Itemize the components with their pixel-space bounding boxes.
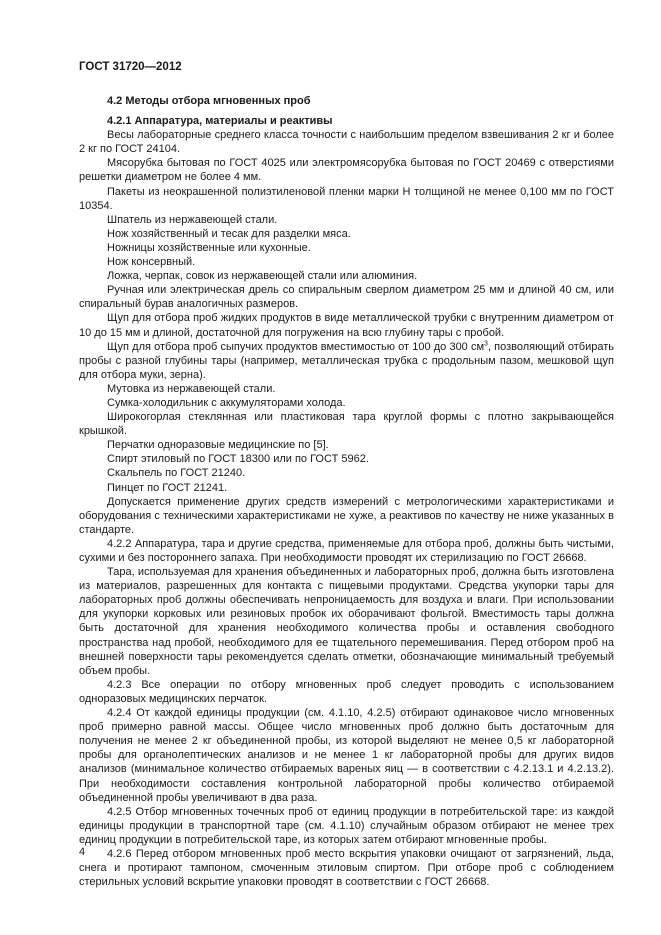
paragraph: Сумка-холодильник с аккумуляторами холода.	[107, 396, 346, 409]
probe-text-start: Щуп для отбора проб сыпучих продуктов вместимостью от 100 до 300 см	[107, 340, 485, 353]
paragraph: Пинцет по ГОСТ 21241.	[107, 481, 228, 494]
paragraph: Нож консервный.	[107, 256, 196, 269]
paragraph: Спирт этиловый по ГОСТ 18300 или по ГОСТ 5962.	[107, 453, 369, 466]
superscript: 3	[484, 339, 488, 347]
paragraph: Ножницы хозяйственные или кухонные.	[107, 241, 311, 254]
paragraph: Шпатель из нержавеющей стали.	[107, 213, 278, 226]
paragraph: Широкогорлая стеклянная или пластиковая тара круглой формы с плотно закрывающейся крышкой.	[79, 411, 614, 438]
document-body	[79, 94, 614, 889]
clause-4-2-2: 4.2.2 Аппаратура, тара и другие средства, применяемые для отбора проб, должны быть чистыми, сухими и без постороннего запаха. При необходимости проводят их стерилизацию по ГОСТ 26668.	[79, 537, 614, 564]
clause-4-2-4: 4.2.4 От каждой единицы продукции (см. 4.1.10, 4.2.5) отбирают одинаковое число мгновенных проб примерно равной массы. Общее число мгновенных проб должно быть достаточным для получения не менее 2 кг объединенной пробы, из которой выделяют не менее 0,5 кг лабораторной пробы для органолептических анализов и не менее 1 кг лабораторной пробы для других видов анализов (минимальное количество отбираемых вареных яиц — в соответствии с 4.2.13.1 и 4.2.13.2). При необходимости составления контрольной лабораторной пробы количество отбираемой объединенной пробы увеличивают в два раза.	[79, 707, 614, 804]
paragraph: Мясорубка бытовая по ГОСТ 4025 или электромясорубка бытовая по ГОСТ 20469 с отверстиями решетки диаметром не более 4 мм.	[79, 157, 614, 184]
paragraph: Допускается применение других средств измерений с метрологическими характеристиками и оборудования с техническими характеристиками не хуже, а реактивов по качеству не ниже указанных в стандарте.	[79, 495, 614, 536]
paragraph: Щуп для отбора проб жидких продуктов в виде металлической трубки с внутренним диаметром от 10 до 15 мм и длиной, достаточной для погружения на всю глубину тары с пробой.	[79, 312, 614, 339]
paragraph: Весы лабораторные среднего класса точности с наибольшим пределом взвешивания 2 кг и более 2 кг по ГОСТ 24104.	[79, 129, 614, 156]
paragraph: Пакеты из неокрашенной полиэтиленовой пленки марки Н толщиной не менее 0,100 мм по ГОСТ 10354.	[79, 185, 614, 212]
probe-paragraph	[79, 340, 614, 382]
paragraph: Ложка, черпак, совок из нержавеющей стали или алюминия.	[107, 270, 418, 283]
paragraph: Нож хозяйственный и тесак для разделки мяса.	[107, 227, 351, 240]
page-number: 4	[79, 846, 86, 858]
paragraph: Ручная или электрическая дрель со спиральным сверлом диаметром 25 мм и длиной 40 см, или спиральный бурав аналогичных размеров.	[79, 284, 614, 311]
clause-4-2-3: 4.2.3 Все операции по отбору мгновенных проб следует проводить с использованием одноразовых медицинских перчаток.	[79, 678, 614, 705]
probe-text-end: , позволяющий отбирать пробы с разной глубины тары (например, металлическая трубка с продольным пазом, мешковой щуп для отбора муки, зерна).	[79, 340, 614, 381]
paragraph: Перчатки одноразовые медицинские по [5].	[107, 439, 329, 452]
paragraph: Скальпель по ГОСТ 21240.	[107, 467, 246, 480]
document-code-header: ГОСТ 31720—2012	[79, 61, 182, 73]
clause-4-2-6: 4.2.6 Перед отбором мгновенных проб место вскрытия упаковки очищают от загрязнений, льда, снега и протирают тампоном, смоченным этиловым спиртом. При отборе проб с соблюдением стерильных условий вскрытие упаковки проводят в соответствии с ГОСТ 26668.	[79, 847, 614, 889]
section-heading: 4.2 Методы отбора мгновенных проб	[107, 95, 311, 107]
paragraph: Тара, используемая для хранения объединенных и лабораторных проб, должна быть изготовлена из материалов, разрешенных для контакта с пищевыми продуктами. Средства укупорки тары для лабораторных проб должны обеспечивать непроницаемость для воздуха и влаги. При использовании для укупорки корковых или резиновых пробок их оборачивают фольгой. Вместимость тары должна быть достаточной для хранения необходимого количества пробы и оставления свободного пространства над пробой, необходимого для ее тщательного перемешивания. Перед отбором проб на внешней поверхности тары рекомендуется сделать отметки, обозначающие минимальный требуемый объем пробы.	[79, 566, 614, 677]
clause-4-2-5: 4.2.5 Отбор мгновенных точечных проб от единиц продукции в потребительской таре: из каждой единицы продукции в транспортной таре (см. 4.1.10) случайным образом отбирают не менее трех единиц продукции в потребительской таре, из которых затем отбирают мгновенные пробы.	[79, 805, 614, 846]
paragraph: Мутовка из нержавеющей стали.	[107, 382, 276, 395]
subsection-heading: 4.2.1 Аппаратура, материалы и реактивы	[107, 115, 333, 128]
